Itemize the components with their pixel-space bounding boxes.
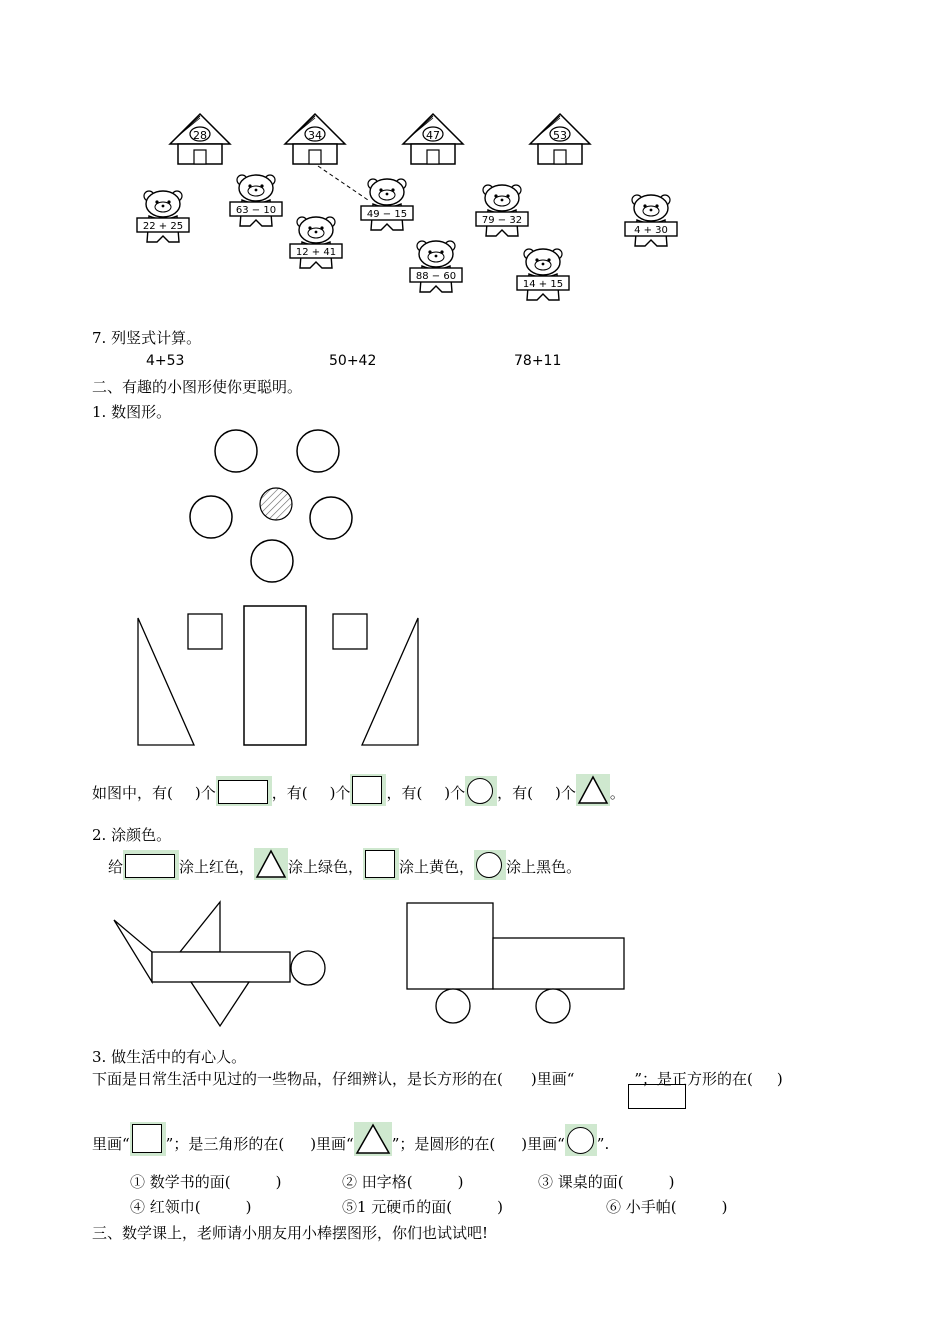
q3-text: ) [776, 1070, 783, 1088]
bear-8 [625, 195, 677, 246]
square-shape [333, 614, 367, 649]
q7-problem-2: 50+42 [329, 353, 377, 369]
q1-text: )个 [555, 784, 576, 802]
triangle-symbol [354, 1122, 392, 1156]
house-number: 53 [553, 129, 567, 142]
triangle-symbol [576, 774, 610, 806]
section3-title: 三、数学课上，老师请小朋友用小棒摆图形，你们也试试吧! [92, 1224, 489, 1242]
q3-text: )里画“ [530, 1070, 575, 1088]
bear-expression: 22 + 25 [142, 221, 184, 232]
triangle-symbol [254, 848, 288, 880]
bear-expression: 63 − 10 [235, 205, 277, 216]
section2-title: 二、有趣的小图形使你更聪明。 [92, 378, 303, 396]
q3-item-6: ⑥ 小手帕( ) [606, 1198, 728, 1216]
q1-text: 。 [609, 784, 625, 802]
q1-text: 如图中，有( [92, 784, 173, 802]
houses-bears-illustration [0, 0, 950, 320]
house-number: 34 [308, 129, 322, 142]
q1-sentence [92, 772, 625, 806]
q3-item-2: ② 田字格( ) [342, 1173, 464, 1191]
q1-text: )个 [329, 784, 351, 802]
bear-1 [137, 191, 189, 242]
q3-item-4: ④ 红领巾( ) [130, 1198, 252, 1216]
hatched-circle-shape [260, 488, 292, 520]
q3-item-5: ⑤1 元硬币的面( ) [342, 1198, 504, 1216]
q2-text: 涂上红色， [179, 858, 255, 876]
house-number: 28 [193, 129, 207, 142]
q3-text: 下面是日常生活中见过的一些物品，仔细辨认，是长方形的在( [92, 1070, 503, 1088]
house-number: 47 [426, 129, 440, 142]
q3-item-1: ① 数学书的面( ) [130, 1173, 282, 1191]
q2-text: 涂上绿色， [288, 858, 364, 876]
q7-problem-1: 4+53 [146, 353, 185, 369]
q3-text: )里画“ [521, 1135, 565, 1153]
q7-title: 7. 列竖式计算。 [92, 329, 202, 347]
coloring-figures [0, 890, 950, 1040]
bear-6 [476, 185, 528, 236]
circle-symbol [565, 1124, 597, 1156]
q1-text: ，有( [497, 784, 534, 802]
truck-figure [407, 903, 624, 1023]
q1-title: 1. 数图形。 [92, 403, 172, 421]
bear-expression: 12 + 41 [295, 247, 337, 258]
q1-text: )个 [444, 784, 466, 802]
q3-text: ”；是三角形的在( [165, 1135, 285, 1153]
square-shape [188, 614, 222, 649]
q3-line2 [92, 1120, 609, 1156]
bear-3 [290, 217, 342, 268]
dashed-connector [318, 166, 368, 200]
rectangle-symbol [628, 1084, 686, 1109]
bear-5 [410, 241, 462, 292]
bear-4 [361, 179, 413, 230]
bear-expression: 4 + 30 [634, 225, 668, 236]
circle-shape [190, 496, 232, 538]
q7-problem-3: 78+11 [514, 353, 562, 369]
circle-shape [251, 540, 293, 582]
circle-shape [297, 430, 339, 472]
q3-title: 3. 做生活中的有心人。 [92, 1048, 247, 1066]
square-symbol [363, 848, 399, 880]
q3-text: ”；是圆形的在( [391, 1135, 496, 1153]
rectangle-symbol [216, 776, 272, 806]
q1-text: )个 [194, 784, 216, 802]
bear-expression: 88 − 60 [415, 271, 457, 282]
q3-text: 里画“ [92, 1135, 130, 1153]
q3-text: ”. [596, 1135, 610, 1153]
bear-expression: 79 − 32 [481, 215, 523, 226]
rectangle-shape [244, 606, 306, 745]
rectangle-symbol [123, 850, 179, 880]
square-symbol [350, 774, 386, 806]
circle-shape [215, 430, 257, 472]
circle-symbol [465, 776, 497, 806]
q2-text: 给 [108, 858, 124, 876]
circle-shape [310, 497, 352, 539]
circle-symbol [474, 850, 506, 880]
bear-7 [517, 249, 569, 300]
q1-text: ，有( [271, 784, 308, 802]
bear-2 [230, 175, 282, 226]
bear-expression: 14 + 15 [522, 279, 564, 290]
q2-sentence [108, 846, 581, 880]
q2-title: 2. 涂颜色。 [92, 826, 172, 844]
q1-text: ，有( [386, 784, 423, 802]
q2-text: 涂上黄色， [399, 858, 475, 876]
triangle-shape [138, 618, 194, 745]
q3-text: ”；是正方形的在( [634, 1070, 753, 1088]
triangle-shape [362, 618, 418, 745]
square-symbol [130, 1122, 166, 1156]
bear-expression: 49 − 15 [366, 209, 408, 220]
airplane-figure [114, 902, 325, 1026]
count-shapes-figure [0, 420, 950, 760]
q3-text: )里画“ [310, 1135, 354, 1153]
q3-item-3: ③ 课桌的面( ) [538, 1173, 675, 1191]
q2-text: 涂上黑色。 [506, 858, 582, 876]
